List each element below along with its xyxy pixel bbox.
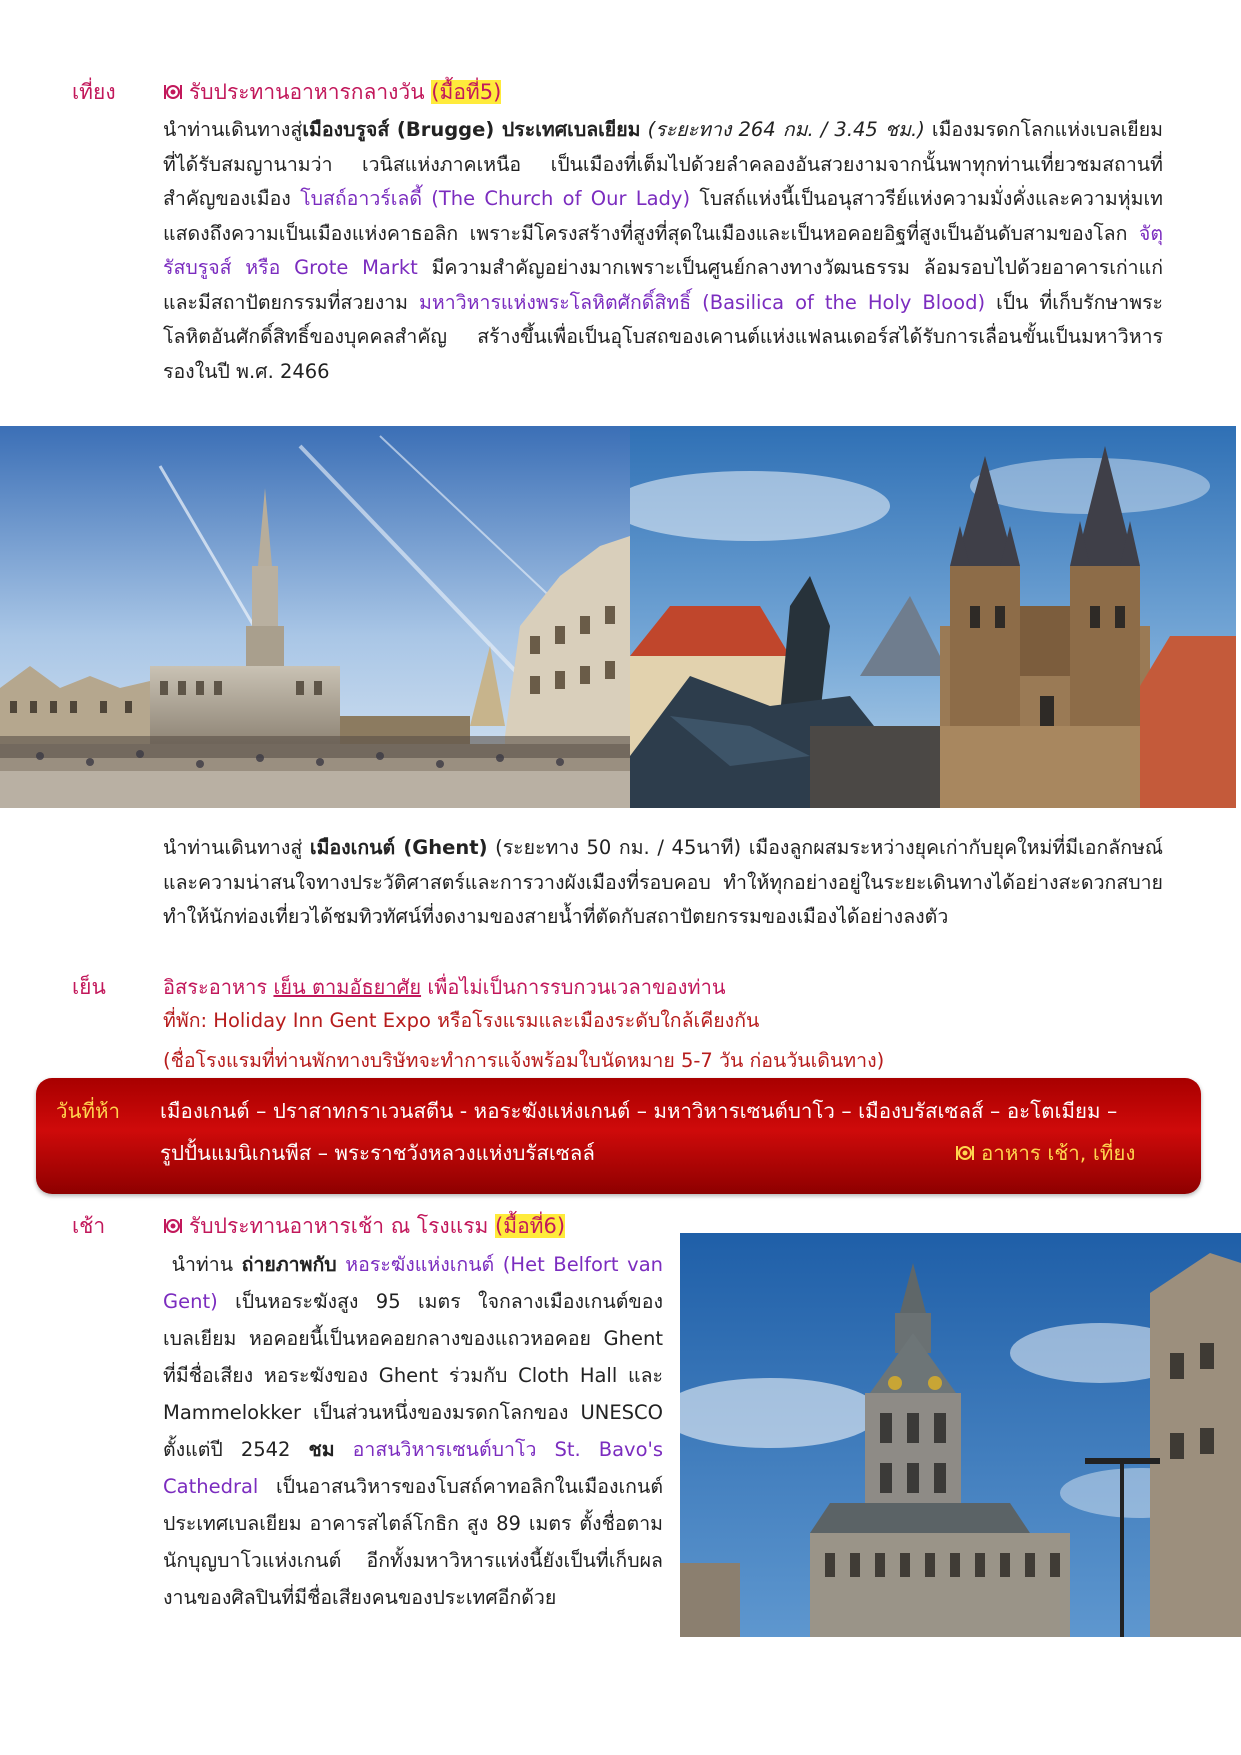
bruges-s10: เป็น ที่เก็บรักษาพระโลหิตอันศักดิ์สิทธิ์ของบุคคลสำคัญ สร้างขึ้นเพื่อเป็นอุโบสถของเคานต์แห่งแฟลนเดอร์สได้รับการเลื่อนขั้นเป็นมหาวิหารรองในปี พ.ศ. 2466 [163, 290, 1164, 383]
ghent-s3: (ระยะทาง 50 กม. / 45นาที) เมืองลูกผสมระหว่างยุคเก่ากับยุคใหม่ที่มีเอกลักษณ์ และความน่าสนใจทางประวัติศาสตร์และการวางผังเมืองที่รอบคอบ ทำให้ทุกอย่างอยู่ในระยะเดินทางได้อย่างสะดวกสบาย ทำให้นักท่องเที่ยวได้ชมทิวทัศน์ที่งดงามของสายน้ำที่ตัดกับสถาปัตยกรรมของเมืองได้อย่างลงตัว [163, 836, 1163, 928]
breakfast-meal-tag: (มื้อที่6) [495, 1214, 566, 1238]
dining-icon [955, 1143, 975, 1163]
bruges-s8: มีความสำคัญอย่างมากเพราะเป็นศูนย์กลางทางวัฒนธรรม ล้อมรอบไปด้วยอาคารเก่าแก่ และมีสถาปัตยกรรมที่สวยงาม [163, 256, 1163, 314]
day5-route-line1: เมืองเกนต์ – ปราสาทกราเวนสตีน - หอระฆังแห่งเกนต์ – มหาวิหารเซนต์บาโว – เมืองบรัสเซลส์ – อะโตเมียม – [160, 1099, 1118, 1123]
day5-label: วันที่ห้า [56, 1099, 121, 1123]
dinner-free-suffix: เพื่อไม่เป็นการรบกวนเวลาของท่าน [427, 975, 726, 999]
dinner-free-link: เย็น ตามอัธยาศัย [273, 975, 422, 999]
belfry-s2: ถ่ายภาพกับ [241, 1253, 337, 1276]
ghent-paragraph [163, 831, 1163, 935]
hotel-note: (ชื่อโรงแรมที่ท่านพักทางบริษัทจะทำการแจ้งพร้อมใบนัดหมาย 5-7 วัน ก่อนวันเดินทาง) [163, 1049, 885, 1072]
dining-icon [163, 82, 183, 102]
ghent-city-name: เมืองเกนต์ (Ghent) [309, 836, 488, 859]
bruges-distance: (ระยะทาง 264 กม. / 3.45 ชม.) [647, 118, 925, 141]
belfry-s5: ชม [308, 1438, 335, 1461]
ghent-belfry-photo [680, 1233, 1241, 1637]
church-of-our-lady-link: โบสถ์อาวร์เลดี้ (The Church of Our Lady) [300, 187, 691, 210]
bruges-s1: นำท่านเดินทางสู่ [163, 118, 303, 141]
belfry-s4: เป็นหอระฆังสูง 95 เมตร ใจกลางเมืองเกนต์ของเบลเยียม หอคอยนี้เป็นหอคอยกลางของแถวหอคอย Ghent ที่มีชื่อเสียง หอระฆังของ Ghent ร่วมกับ Cloth Hall และ Mammelokker เป็นส่วนหนึ่งของมรดกโลกของ UNESCO ตั้งแต่ปี 2542 [163, 1290, 663, 1461]
hotel-line: ที่พัก: Holiday Inn Gent Expo หรือโรงแรมและเมืองระดับใกล้เคียงกัน [163, 1009, 760, 1032]
day5-meals [955, 1132, 1135, 1174]
belfry-s7: เป็นอาสนวิหารของโบสถ์คาทอลิกในเมืองเกนต์ประเทศเบลเยียม อาคารสไตล์โกธิก สูง 89 เมตร ตั้งชื่อตามนักบุญบาโวแห่งเกนต์ อีกทั้งมหาวิหารแห่งนี้ยังเป็นที่เก็บผลงานของศิลปินที่มีชื่อเสียงคนของประเทศอีกด้วย [163, 1475, 663, 1609]
dinner-line [163, 971, 726, 1003]
holy-blood-basilica-link: มหาวิหารแห่งพระโลหิตศักดิ์สิทธิ์ (Basilica of the Holy Blood) [419, 290, 986, 314]
tyn-church-photo [630, 426, 1236, 808]
grote-markt-link: จัตุรัสบรูจส์ หรือ Grote Markt [163, 221, 1164, 279]
belfry-s1: นำท่าน [171, 1253, 234, 1276]
bruges-s4: เมืองมรดกโลกแห่งเบลเยียม ที่ได้รับสมญานามว่า เวนิสแห่งภาคเหนือ เป็นเมืองที่เต็มไปด้วยลำคลองอันสวยงามจากนั้นพาทุกท่านเที่ยวชมสถานที่สำคัญของเมือง [163, 118, 1163, 210]
grand-place-photo [0, 426, 630, 808]
time-label-noon: เที่ยง [72, 80, 116, 104]
day5-banner [36, 1078, 1201, 1194]
lunch-meal-tag: (มื้อที่5) [431, 80, 502, 104]
day5-meals-text: อาหาร เช้า, เที่ยง [981, 1141, 1136, 1165]
dinner-free-prefix: อิสระอาหาร [163, 975, 268, 999]
bruges-city-name: เมืองบรูจส์ (Brugge) ประเทศเบลเยียม [302, 118, 641, 141]
belfry-link: หอระฆังแห่งเกนต์ (Het Belfort van Gent) [163, 1253, 664, 1313]
bruges-paragraph [163, 113, 1163, 389]
belfry-paragraph [163, 1246, 663, 1616]
day5-route-line2: รูปปั้นแมนิเกนพีส – พระราชวังหลวงแห่งบรัสเซลล์ [160, 1141, 595, 1165]
breakfast-meal-text: รับประทานอาหารเช้า ณ โรงแรม [189, 1214, 489, 1238]
time-label-evening: เย็น [72, 975, 106, 999]
time-label-morning: เช้า [72, 1214, 106, 1238]
lunch-meal-line [163, 76, 501, 109]
ghent-s1: นำท่านเดินทางสู่ [163, 836, 303, 859]
bruges-s6: โบสถ์แห่งนี้เป็นอนุสาวรีย์แห่งความมั่งคั่งและความหุ่มเท แสดงถึงความเป็นเมืองแห่งคาธอลิก เพราะมีโครงสร้างที่สูงที่สุดในเมืองและเป็นหอคอยอิฐที่สูงเป็นอันดับสามของโลก [163, 187, 1163, 245]
dining-icon [163, 1216, 183, 1236]
breakfast-meal-line [163, 1210, 565, 1243]
lunch-meal-text: รับประทานอาหารกลางวัน [189, 80, 425, 104]
st-bavo-link: อาสนวิหารเซนต์บาโว St. Bavo's Cathedral [163, 1438, 664, 1498]
